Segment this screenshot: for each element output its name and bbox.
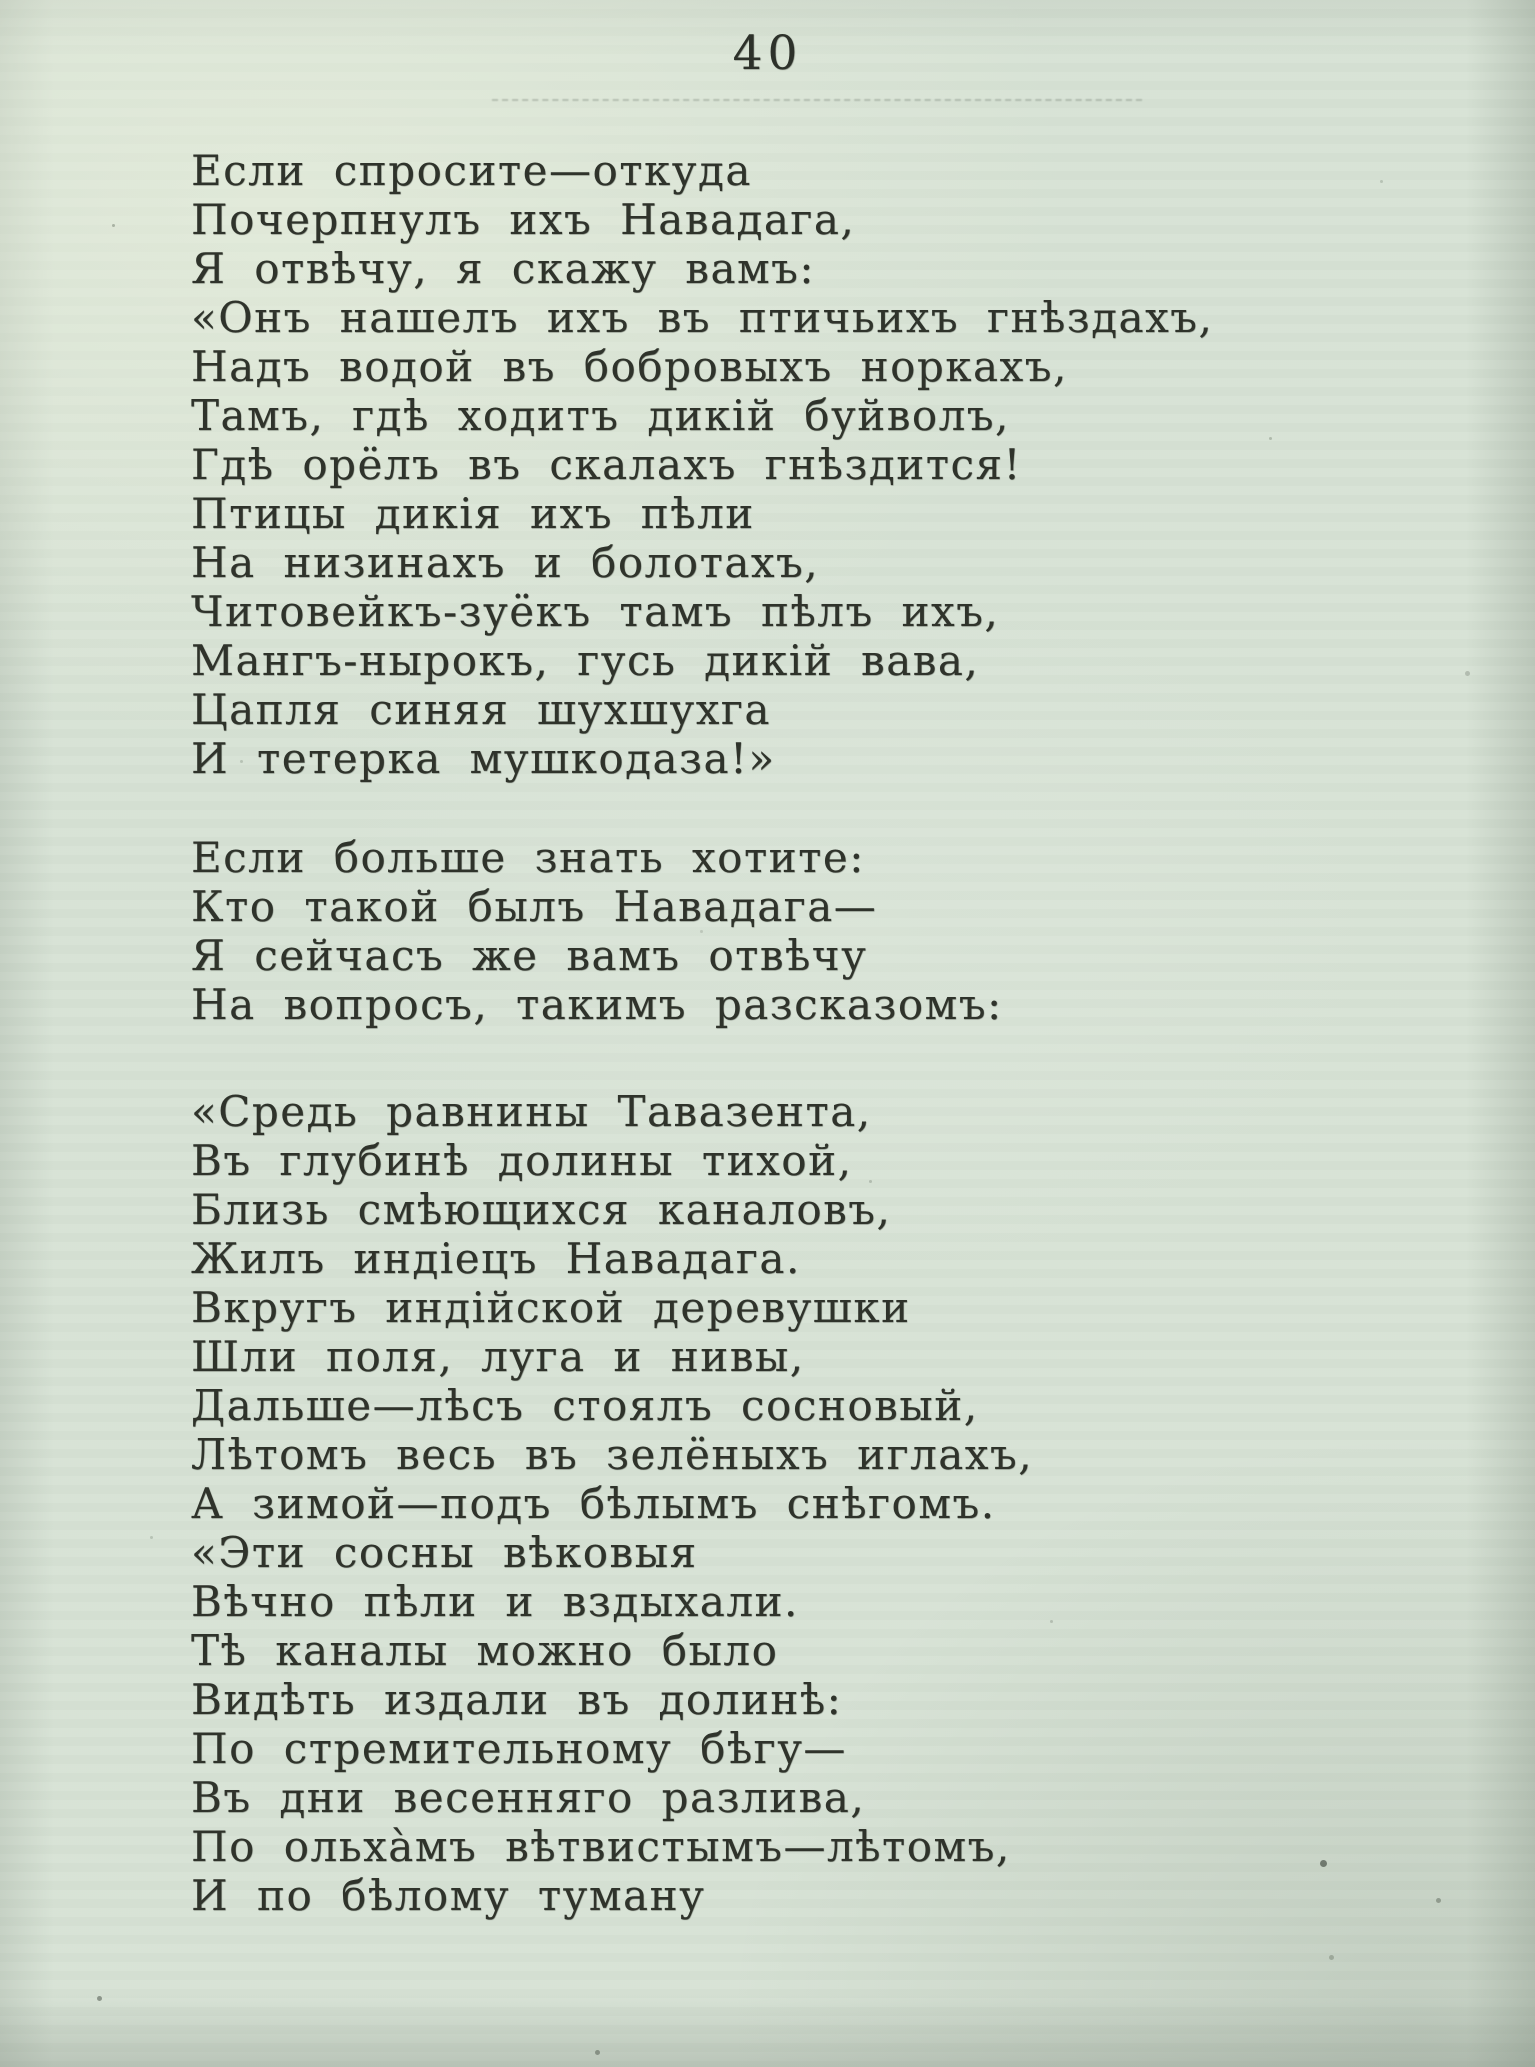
poem-line: Мангъ-нырокъ, гусь дикій вава, <box>191 636 980 685</box>
poem-line: Птицы дикія ихъ пѣли <box>191 489 755 538</box>
poem-line: Въ дни весенняго разлива, <box>191 1773 866 1822</box>
poem-line: Почерпнулъ ихъ Навадага, <box>191 195 856 244</box>
stanza <box>191 146 1401 783</box>
poem-line: «Средь равнины Тавазента, <box>191 1087 872 1136</box>
poem-line: На вопросъ, такимъ разсказомъ: <box>191 980 1003 1029</box>
poem-line: И по бѣлому туману <box>191 1871 706 1920</box>
poem-line: По ольха̀мъ вѣтвистымъ—лѣтомъ, <box>191 1822 1011 1871</box>
poem-line: Надъ водой въ бобровыхъ норкахъ, <box>191 342 1068 391</box>
stanza <box>191 1087 1401 1920</box>
poem-line: Гдѣ орёлъ въ скалахъ гнѣздится! <box>191 440 1022 489</box>
poem-line: Вѣчно пѣли и вздыхали. <box>191 1577 799 1626</box>
poem-line: Дальше—лѣсъ стоялъ сосновый, <box>191 1381 979 1430</box>
poem-line: Если спросите—откуда <box>191 146 752 195</box>
poem-line: «Эти сосны вѣковыя <box>191 1528 698 1577</box>
poem-line: По стремительному бѣгу— <box>191 1724 847 1773</box>
poem-line: Видѣть издали въ долинѣ: <box>191 1675 843 1724</box>
poem-line: На низинахъ и болотахъ, <box>191 538 820 587</box>
poem-line: Кто такой былъ Навадага— <box>191 882 878 931</box>
poem-line: И тетерка мушкодаза!» <box>191 734 776 783</box>
poem-line: Тамъ, гдѣ ходитъ дикій буйволъ, <box>191 391 1010 440</box>
header-smudge <box>492 99 1142 101</box>
poem-line: Я сейчасъ же вамъ отвѣчу <box>191 931 868 980</box>
poem-line: Я отвѣчу, я скажу вамъ: <box>191 244 816 293</box>
page-number: 40 <box>732 26 803 81</box>
poem-line: Лѣтомъ весь въ зелёныхъ иглахъ, <box>191 1430 1034 1479</box>
poem-line: «Онъ нашелъ ихъ въ птичьихъ гнѣздахъ, <box>191 293 1214 342</box>
paper-speck <box>0 0 3 3</box>
poem-line: Тѣ каналы можно было <box>191 1626 779 1675</box>
stanza <box>191 833 1401 1029</box>
poem-line: Цапля синяя шухшухга <box>191 685 771 734</box>
poem-line: Вкругъ индійской деревушки <box>191 1283 911 1332</box>
poem-line: Жилъ индіецъ Навадага. <box>191 1234 801 1283</box>
poem-line: Въ глубинѣ долины тихой, <box>191 1136 853 1185</box>
poem <box>191 146 1401 1920</box>
poem-line: А зимой—подъ бѣлымъ снѣгомъ. <box>191 1479 996 1528</box>
poem-line: Близь смѣющихся каналовъ, <box>191 1185 892 1234</box>
poem-line: Если больше знать хотите: <box>191 833 865 882</box>
poem-line: Шли поля, луга и нивы, <box>191 1332 805 1381</box>
poem-line: Читовейкъ-зуёкъ тамъ пѣлъ ихъ, <box>191 587 1000 636</box>
